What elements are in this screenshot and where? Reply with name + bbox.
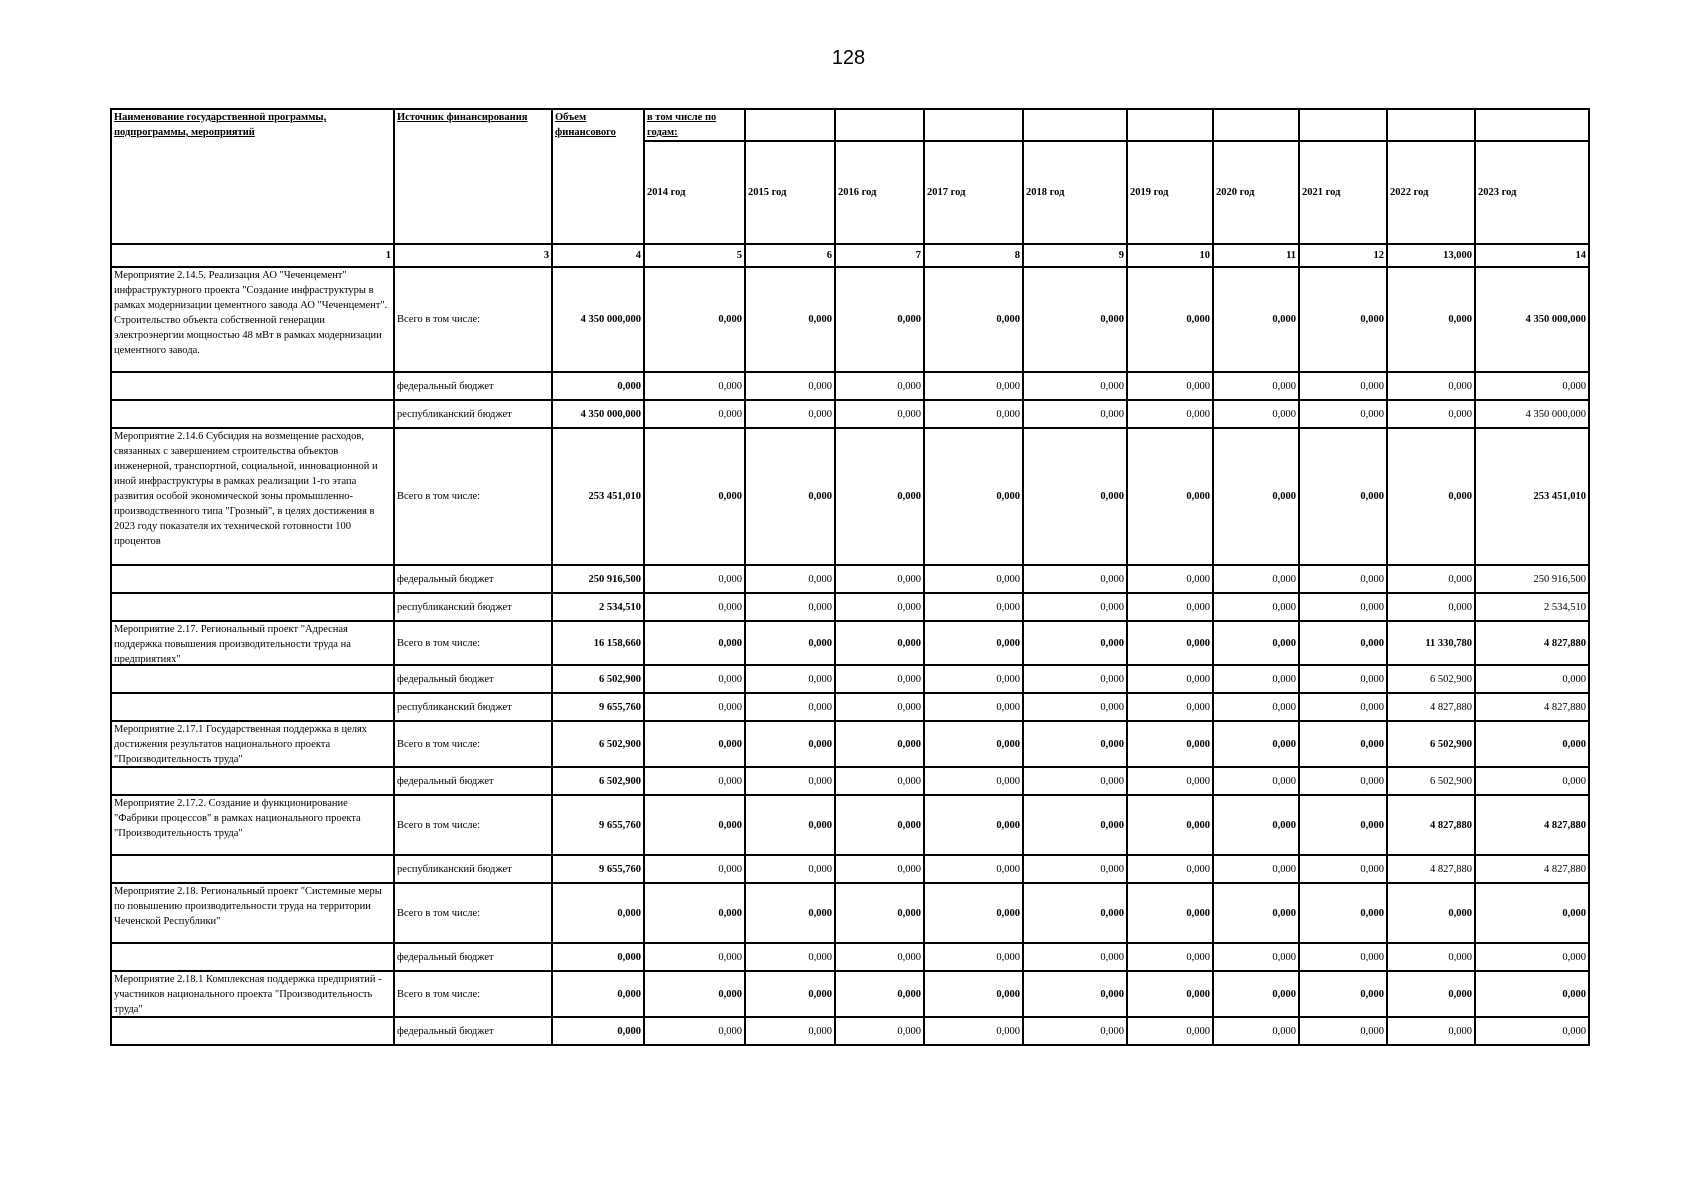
header-year: 2020 год [1213, 141, 1299, 244]
year-value: 0,000 [1213, 372, 1299, 400]
year-value: 0,000 [924, 1017, 1023, 1045]
activity-name-cell [111, 372, 394, 400]
year-value: 0,000 [644, 883, 745, 943]
year-value: 0,000 [1127, 372, 1213, 400]
activity-name-cell [111, 621, 394, 665]
year-value: 0,000 [835, 372, 924, 400]
year-value: 0,000 [1387, 428, 1475, 565]
year-value: 0,000 [924, 565, 1023, 593]
year-value: 0,000 [1299, 665, 1387, 693]
year-value: 0,000 [924, 593, 1023, 621]
header-blank-cell [835, 109, 924, 141]
year-value: 0,000 [745, 1017, 835, 1045]
year-value: 0,000 [1127, 565, 1213, 593]
activity-name: Мероприятие 2.17.1 Государственная поддержка в целях достижения результатов национального проекта "Производительность труда" [114, 724, 368, 765]
year-value: 0,000 [1299, 883, 1387, 943]
year-value: 0,000 [924, 400, 1023, 428]
year-value: 253 451,010 [1475, 428, 1589, 565]
year-value: 0,000 [745, 428, 835, 565]
column-number-row [111, 244, 1589, 267]
year-value: 0,000 [745, 883, 835, 943]
total-value: 0,000 [552, 943, 644, 971]
year-value: 0,000 [745, 767, 835, 795]
header-name: Наименование государственной программы, подпрограммы, мероприятий [111, 109, 394, 244]
year-value: 0,000 [644, 400, 745, 428]
year-value: 0,000 [924, 971, 1023, 1017]
year-value: 0,000 [1387, 1017, 1475, 1045]
year-value: 0,000 [1023, 1017, 1127, 1045]
total-value: 6 502,900 [552, 721, 644, 767]
header-year: 2022 год [1387, 141, 1475, 244]
activity-name-cell [111, 693, 394, 721]
funding-source: федеральный бюджет [394, 372, 552, 400]
year-value: 0,000 [924, 767, 1023, 795]
year-value: 0,000 [1387, 565, 1475, 593]
year-value: 0,000 [1299, 1017, 1387, 1045]
year-value: 4 827,880 [1475, 693, 1589, 721]
column-number: 5 [644, 244, 745, 267]
year-value: 0,000 [1023, 267, 1127, 372]
year-value: 0,000 [1387, 267, 1475, 372]
year-value: 0,000 [1475, 883, 1589, 943]
header-year: 2016 год [835, 141, 924, 244]
year-value: 0,000 [1023, 372, 1127, 400]
header-volume: Объем финансового [552, 109, 644, 244]
year-value: 0,000 [1023, 593, 1127, 621]
total-value: 2 534,510 [552, 593, 644, 621]
year-value: 0,000 [1127, 943, 1213, 971]
year-value: 0,000 [1475, 665, 1589, 693]
header-year: 2014 год [644, 141, 745, 244]
year-value: 0,000 [745, 943, 835, 971]
year-value: 0,000 [1127, 767, 1213, 795]
year-value: 0,000 [745, 665, 835, 693]
year-value: 0,000 [1213, 1017, 1299, 1045]
header-year: 2015 год [745, 141, 835, 244]
header-source: Источник финансирования [394, 109, 552, 244]
funding-source: Всего в том числе: [394, 721, 552, 767]
total-value: 6 502,900 [552, 665, 644, 693]
total-value: 16 158,660 [552, 621, 644, 665]
year-value: 0,000 [1299, 593, 1387, 621]
year-value: 11 330,780 [1387, 621, 1475, 665]
year-value: 0,000 [924, 665, 1023, 693]
table-row [111, 883, 1589, 943]
column-number: 11 [1213, 244, 1299, 267]
year-value: 0,000 [1023, 767, 1127, 795]
year-value: 4 827,880 [1475, 795, 1589, 855]
header-row [111, 109, 1589, 141]
year-value: 0,000 [644, 665, 745, 693]
year-value: 0,000 [1023, 428, 1127, 565]
year-value: 0,000 [924, 267, 1023, 372]
table-row [111, 795, 1589, 855]
year-value: 0,000 [835, 565, 924, 593]
year-value: 0,000 [745, 693, 835, 721]
year-value: 0,000 [1213, 795, 1299, 855]
header-blank-cell [1475, 109, 1589, 141]
year-value: 0,000 [1387, 943, 1475, 971]
year-value: 0,000 [835, 621, 924, 665]
column-number: 1 [111, 244, 394, 267]
year-value: 0,000 [1127, 665, 1213, 693]
activity-name-cell [111, 721, 394, 767]
year-value: 0,000 [1127, 883, 1213, 943]
year-value: 0,000 [924, 795, 1023, 855]
year-value: 0,000 [835, 428, 924, 565]
funding-source: федеральный бюджет [394, 565, 552, 593]
table-row [111, 665, 1589, 693]
activity-name-cell [111, 795, 394, 855]
year-value: 0,000 [835, 883, 924, 943]
year-value: 0,000 [1023, 565, 1127, 593]
header-blank-cell [1213, 109, 1299, 141]
total-value: 0,000 [552, 372, 644, 400]
year-value: 0,000 [644, 721, 745, 767]
year-value: 0,000 [745, 593, 835, 621]
year-value: 0,000 [1127, 971, 1213, 1017]
year-value: 0,000 [1299, 943, 1387, 971]
year-value: 0,000 [1299, 428, 1387, 565]
year-value: 0,000 [924, 883, 1023, 943]
table-row [111, 767, 1589, 795]
header-blank-cell [1023, 109, 1127, 141]
table-row [111, 855, 1589, 883]
column-number: 6 [745, 244, 835, 267]
year-value: 0,000 [1475, 372, 1589, 400]
year-value: 0,000 [1387, 971, 1475, 1017]
column-number: 12 [1299, 244, 1387, 267]
header-blank-cell [745, 109, 835, 141]
year-value: 0,000 [1023, 400, 1127, 428]
year-value: 0,000 [1127, 693, 1213, 721]
year-value: 0,000 [924, 428, 1023, 565]
year-value: 0,000 [1213, 883, 1299, 943]
table-row [111, 943, 1589, 971]
year-value: 0,000 [1127, 267, 1213, 372]
header-year: 2017 год [924, 141, 1023, 244]
page-number: 128 [831, 47, 866, 69]
year-value: 0,000 [644, 795, 745, 855]
table-row [111, 1017, 1589, 1045]
year-value: 0,000 [1299, 267, 1387, 372]
activity-name-cell [111, 855, 394, 883]
year-value: 0,000 [644, 565, 745, 593]
year-value: 0,000 [1213, 565, 1299, 593]
year-value: 0,000 [835, 721, 924, 767]
year-value: 0,000 [1127, 1017, 1213, 1045]
year-value: 0,000 [1213, 767, 1299, 795]
header-year: 2019 год [1127, 141, 1213, 244]
year-value: 4 827,880 [1475, 621, 1589, 665]
total-value: 4 350 000,000 [552, 400, 644, 428]
column-number: 3 [394, 244, 552, 267]
activity-name: Мероприятие 2.18. Региональный проект "Системные меры по повышению производительности труда на территории Чеченской Республики" [114, 886, 382, 927]
year-value: 0,000 [1213, 855, 1299, 883]
activity-name: Мероприятие 2.17. Региональный проект "Адресная поддержка повышения производительности труда на предприятиях" [114, 624, 351, 664]
year-value: 0,000 [745, 372, 835, 400]
year-value: 0,000 [644, 428, 745, 565]
year-value: 0,000 [924, 693, 1023, 721]
year-value: 0,000 [1299, 767, 1387, 795]
column-number: 8 [924, 244, 1023, 267]
activity-name-cell [111, 971, 394, 1017]
year-value: 0,000 [1387, 400, 1475, 428]
header-blank-cell [1387, 109, 1475, 141]
year-value: 0,000 [1127, 621, 1213, 665]
year-value: 0,000 [835, 665, 924, 693]
table-row [111, 693, 1589, 721]
year-value: 0,000 [1023, 621, 1127, 665]
year-value: 0,000 [924, 721, 1023, 767]
year-value: 0,000 [1213, 267, 1299, 372]
year-value: 0,000 [1127, 855, 1213, 883]
funding-source: республиканский бюджет [394, 855, 552, 883]
table-row [111, 372, 1589, 400]
total-value: 4 350 000,000 [552, 267, 644, 372]
year-value: 0,000 [924, 855, 1023, 883]
year-value: 0,000 [1213, 428, 1299, 565]
year-value: 0,000 [835, 943, 924, 971]
activity-name: Мероприятие 2.14.5. Реализация АО "Чеченцемент" инфраструктурного проекта "Создание инфраструктуры в рамках модернизации цементного завода АО "Чеченцемент". Строительство объекта собственной генерации электроэнергии мощностью 48 мВт в рамках модернизации цементного завода. [114, 270, 388, 356]
year-value: 0,000 [745, 721, 835, 767]
total-value: 0,000 [552, 1017, 644, 1045]
year-value: 6 502,900 [1387, 665, 1475, 693]
year-value: 0,000 [1023, 883, 1127, 943]
year-value: 0,000 [1387, 593, 1475, 621]
year-value: 0,000 [1023, 693, 1127, 721]
year-value: 0,000 [835, 795, 924, 855]
year-value: 0,000 [1213, 971, 1299, 1017]
year-value: 4 827,880 [1387, 855, 1475, 883]
year-value: 4 350 000,000 [1475, 400, 1589, 428]
year-value: 0,000 [835, 1017, 924, 1045]
activity-name-cell [111, 565, 394, 593]
activity-name-cell [111, 428, 394, 565]
column-number: 10 [1127, 244, 1213, 267]
funding-source: федеральный бюджет [394, 665, 552, 693]
year-value: 0,000 [644, 767, 745, 795]
year-value: 0,000 [1127, 593, 1213, 621]
year-value: 0,000 [1299, 971, 1387, 1017]
year-value: 4 827,880 [1387, 693, 1475, 721]
activity-name: Мероприятие 2.17.2. Создание и функционирование "Фабрики процессов" в рамках национального проекта "Производительность труда" [114, 798, 361, 839]
year-value: 0,000 [924, 372, 1023, 400]
activity-name-cell [111, 943, 394, 971]
year-value: 0,000 [1387, 883, 1475, 943]
year-value: 0,000 [1299, 372, 1387, 400]
table-row [111, 621, 1589, 665]
year-value: 0,000 [835, 767, 924, 795]
year-value: 0,000 [1299, 855, 1387, 883]
year-value: 4 350 000,000 [1475, 267, 1589, 372]
year-value: 0,000 [835, 400, 924, 428]
year-value: 0,000 [1023, 721, 1127, 767]
year-value: 0,000 [1213, 665, 1299, 693]
funding-source: Всего в том числе: [394, 795, 552, 855]
activity-name-cell [111, 767, 394, 795]
year-value: 0,000 [835, 855, 924, 883]
total-value: 250 916,500 [552, 565, 644, 593]
year-value: 0,000 [1299, 795, 1387, 855]
funding-source: Всего в том числе: [394, 883, 552, 943]
header-blank-cell [924, 109, 1023, 141]
funding-source: Всего в том числе: [394, 428, 552, 565]
table-row [111, 721, 1589, 767]
year-value: 0,000 [644, 372, 745, 400]
year-value: 0,000 [644, 693, 745, 721]
year-value: 0,000 [644, 267, 745, 372]
funding-source: республиканский бюджет [394, 593, 552, 621]
table-row [111, 400, 1589, 428]
funding-source: республиканский бюджет [394, 400, 552, 428]
year-value: 0,000 [1213, 721, 1299, 767]
column-number: 13,000 [1387, 244, 1475, 267]
activity-name-cell [111, 267, 394, 372]
header-blank-cell [1127, 109, 1213, 141]
year-value: 0,000 [1127, 721, 1213, 767]
total-value: 9 655,760 [552, 693, 644, 721]
table-row [111, 565, 1589, 593]
year-value: 4 827,880 [1475, 855, 1589, 883]
year-value: 0,000 [1213, 693, 1299, 721]
year-value: 0,000 [1475, 721, 1589, 767]
year-value: 0,000 [1299, 400, 1387, 428]
activity-name-cell [111, 1017, 394, 1045]
activity-name: Мероприятие 2.18.1 Комплексная поддержка предприятий - участников национального проекта "Производительность труда" [114, 974, 382, 1015]
budget-table [110, 108, 1590, 1046]
year-value: 0,000 [644, 971, 745, 1017]
table-row [111, 971, 1589, 1017]
year-value: 250 916,500 [1475, 565, 1589, 593]
year-value: 0,000 [1023, 943, 1127, 971]
header-including: в том числе по годам: [644, 109, 745, 141]
year-value: 0,000 [924, 943, 1023, 971]
total-value: 6 502,900 [552, 767, 644, 795]
funding-source: Всего в том числе: [394, 621, 552, 665]
funding-source: федеральный бюджет [394, 767, 552, 795]
year-value: 0,000 [1023, 795, 1127, 855]
year-value: 0,000 [1213, 593, 1299, 621]
year-value: 0,000 [745, 795, 835, 855]
year-value: 0,000 [835, 593, 924, 621]
header-blank-cell [1299, 109, 1387, 141]
year-value: 0,000 [745, 400, 835, 428]
funding-source: Всего в том числе: [394, 971, 552, 1017]
year-value: 0,000 [1475, 1017, 1589, 1045]
year-value: 0,000 [1299, 693, 1387, 721]
year-value: 0,000 [644, 593, 745, 621]
year-value: 0,000 [1213, 943, 1299, 971]
total-value: 0,000 [552, 971, 644, 1017]
year-value: 2 534,510 [1475, 593, 1589, 621]
year-value: 0,000 [1475, 943, 1589, 971]
year-value: 6 502,900 [1387, 721, 1475, 767]
year-value: 6 502,900 [1387, 767, 1475, 795]
year-value: 0,000 [1023, 855, 1127, 883]
year-value: 0,000 [1127, 428, 1213, 565]
total-value: 9 655,760 [552, 855, 644, 883]
year-value: 0,000 [1127, 795, 1213, 855]
year-value: 0,000 [1023, 971, 1127, 1017]
year-value: 0,000 [745, 565, 835, 593]
column-number: 7 [835, 244, 924, 267]
table-row [111, 428, 1589, 565]
year-value: 0,000 [1213, 400, 1299, 428]
funding-source: республиканский бюджет [394, 693, 552, 721]
funding-source: федеральный бюджет [394, 943, 552, 971]
header-year: 2021 год [1299, 141, 1387, 244]
year-value: 4 827,880 [1387, 795, 1475, 855]
activity-name-cell [111, 665, 394, 693]
total-value: 253 451,010 [552, 428, 644, 565]
funding-source: федеральный бюджет [394, 1017, 552, 1045]
activity-name-cell [111, 400, 394, 428]
year-value: 0,000 [1299, 721, 1387, 767]
year-value: 0,000 [644, 1017, 745, 1045]
year-value: 0,000 [745, 267, 835, 372]
year-value: 0,000 [1387, 372, 1475, 400]
header-year: 2023 год [1475, 141, 1589, 244]
year-value: 0,000 [644, 943, 745, 971]
activity-name: Мероприятие 2.14.6 Субсидия на возмещение расходов, связанных с завершением строительства объектов инженерной, транспортной, социальной, инновационной и иной инфраструктуры в рамках реализации 1-го этапа развития особой экономической зоны промышленно-производственного типа "Грозный", в целях достижения в 2023 году показателя их технической готовности 100 процентов [114, 431, 378, 547]
table-row [111, 593, 1589, 621]
year-value: 0,000 [1299, 565, 1387, 593]
year-value: 0,000 [835, 971, 924, 1017]
year-value: 0,000 [745, 971, 835, 1017]
activity-name-cell [111, 593, 394, 621]
year-value: 0,000 [644, 621, 745, 665]
year-value: 0,000 [1213, 621, 1299, 665]
table-row [111, 267, 1589, 372]
column-number: 14 [1475, 244, 1589, 267]
year-value: 0,000 [835, 693, 924, 721]
year-value: 0,000 [1299, 621, 1387, 665]
funding-source: Всего в том числе: [394, 267, 552, 372]
year-value: 0,000 [1475, 971, 1589, 1017]
year-value: 0,000 [1127, 400, 1213, 428]
total-value: 9 655,760 [552, 795, 644, 855]
year-value: 0,000 [1475, 767, 1589, 795]
total-value: 0,000 [552, 883, 644, 943]
header-year: 2018 год [1023, 141, 1127, 244]
year-value: 0,000 [1023, 665, 1127, 693]
year-value: 0,000 [924, 621, 1023, 665]
year-value: 0,000 [745, 621, 835, 665]
year-value: 0,000 [644, 855, 745, 883]
year-value: 0,000 [835, 267, 924, 372]
column-number: 4 [552, 244, 644, 267]
year-value: 0,000 [745, 855, 835, 883]
column-number: 9 [1023, 244, 1127, 267]
activity-name-cell [111, 883, 394, 943]
